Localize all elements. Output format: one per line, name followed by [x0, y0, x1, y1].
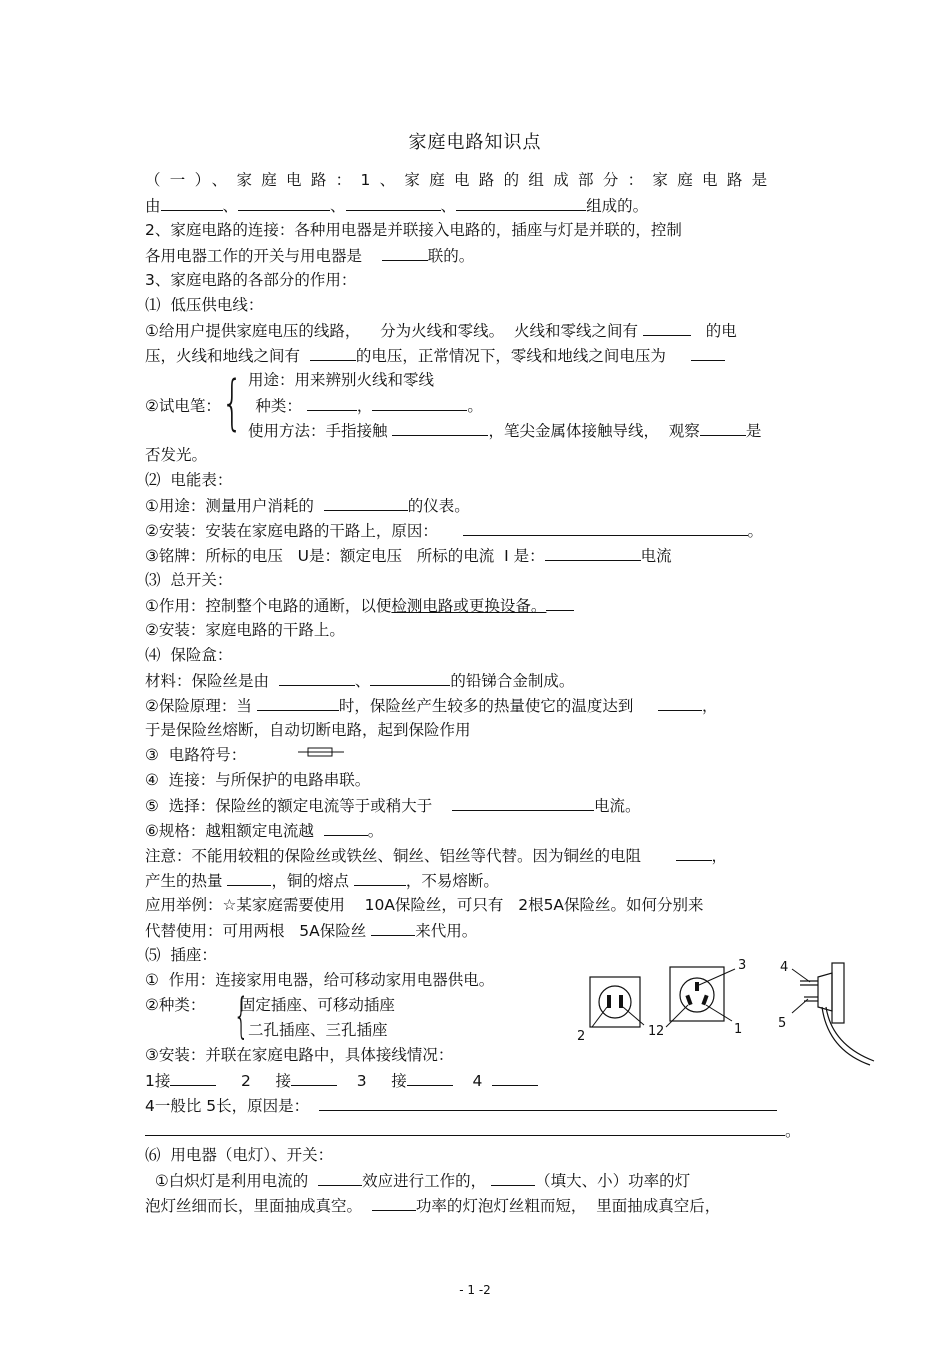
test-pen-types: ②试电笔： 种类： ， 。	[145, 397, 483, 415]
parts-heading: 3、家庭电路的各部分的作用：	[145, 271, 357, 289]
connection-line: 2、家庭电路的连接：各种用电器是并联接入电路的，插座与灯是并联的，控制	[145, 221, 682, 239]
test-pen-method: 使用方法：手指接触 ，笔尖金属体接触导线， 观察 是	[248, 422, 762, 440]
meter-heading: ⑵ 电能表：	[145, 471, 233, 489]
components-line: 由 、 、 、 组成的。	[145, 197, 649, 215]
label-1a: 1	[648, 1024, 657, 1039]
label-5: 5	[778, 1016, 787, 1031]
appliance-heading: ⑹ 用电器（电灯）、开关：	[145, 1146, 334, 1164]
socket-install: ③安装：并联在家庭电路中，具体接线情况：	[145, 1046, 454, 1064]
test-pen-method-cont: 否发光。	[145, 446, 208, 464]
pin-length-reason: 4一般比 5长，原因是：	[145, 1095, 777, 1116]
page-number: - 1 -2	[459, 1283, 491, 1297]
fuse-material: 材料：保险丝是由 、 的铅锑合金制成。	[145, 672, 575, 690]
fuse-principle: ②保险原理：当 时，保险丝产生较多的热量使它的温度达到 ，	[145, 697, 718, 715]
supply-line-1: ①给用户提供家庭电压的线路， 分为火线和零线。 火线和零线之间有 的电	[145, 322, 737, 340]
socket-diagram	[570, 955, 890, 1075]
socket-types-2: 二孔插座、三孔插座	[248, 1021, 388, 1039]
fuse-selection: ⑤ 选择：保险丝的额定电流等于或稍大于 电流。	[145, 797, 641, 815]
supply-line-2: 压，火线和地线之间有 的电压，正常情况下，零线和地线之间电压为	[145, 345, 725, 366]
fuse-example: 应用举例：☆某家庭需要使用 10A保险丝，可只有 2根5A保险丝。如何分别来	[145, 896, 704, 914]
meter-install: ②安装：安装在家庭电路的干路上，原因： 。	[145, 522, 764, 540]
two-hole-socket-icon	[577, 977, 656, 1044]
test-pen-brace: {	[221, 368, 243, 438]
switch-line: 各用电器工作的开关与用电器是 联的。	[145, 247, 475, 265]
fuse-note: 注意：不能用较粗的保险丝或铁丝、铜丝、铝丝等代替。因为铜丝的电阻 ，	[145, 847, 728, 865]
main-switch-heading: ⑶ 总开关：	[145, 571, 233, 589]
meter-nameplate: ③铭牌：所标的电压 U是：额定电压 所标的电流 I 是： 电流	[145, 547, 672, 565]
socket-use: ① 作用：连接家用电器，给可移动家用电器供电。	[145, 971, 495, 989]
bulb-line-1: ①白炽灯是利用电流的 效应进行工作的， （填大、小）功率的灯	[154, 1172, 691, 1190]
socket-types: ②种类： 固定插座、可移动插座	[145, 996, 395, 1014]
supply-heading: ⑴ 低压供电线：	[145, 296, 264, 314]
label-2b: 2	[656, 1024, 665, 1039]
pin-length-reason-cont: 。	[145, 1120, 801, 1141]
socket-wiring: 1接 2 接 3 接 4	[145, 1070, 538, 1091]
main-switch-use: ①作用：控制整个电路的通断，以便检测电路或更换设备。	[145, 595, 574, 616]
fuse-note-cont: 产生的热量 ，铜的熔点 ，不易熔断。	[145, 872, 499, 890]
socket-heading: ⑸ 插座：	[145, 946, 217, 964]
socket-type-brace: {	[233, 988, 249, 1044]
meter-use: ①用途：测量用户消耗的 的仪表。	[145, 497, 470, 515]
fuse-example-cont: 代替使用：可用两根 5A保险丝 来代用。	[145, 922, 478, 940]
main-switch-install: ②安装：家庭电路的干路上。	[145, 621, 345, 639]
label-3: 3	[738, 958, 747, 973]
fuse-connection: ④ 连接：与所保护的电路串联。	[145, 771, 371, 789]
fuse-box-heading: ⑷ 保险盒：	[145, 646, 233, 664]
fuse-symbol-icon	[298, 746, 344, 758]
plug-side-view-icon	[778, 960, 874, 1065]
bulb-line-2: 泡灯丝细而长，里面抽成真空。 功率的灯泡灯丝粗而短， 里面抽成真空后，	[145, 1197, 721, 1215]
section-1-heading: （一）、家庭电路：1、家庭电路的组成部分：家庭电路是	[145, 171, 777, 189]
label-1b: 1	[734, 1022, 743, 1037]
page-title: 家庭电路知识点	[408, 132, 542, 153]
test-pen-use: 用途：用来辨别火线和零线	[248, 371, 435, 389]
fuse-spec: ⑥规格：越粗额定电流越 。	[145, 822, 384, 840]
fuse-symbol: ③ 电路符号：	[145, 746, 247, 764]
fuse-principle-cont: 于是保险丝熔断，自动切断电路，起到保险作用	[145, 721, 471, 739]
label-2a: 2	[577, 1029, 586, 1044]
three-hole-socket-icon	[656, 958, 746, 1039]
label-4: 4	[780, 960, 789, 975]
